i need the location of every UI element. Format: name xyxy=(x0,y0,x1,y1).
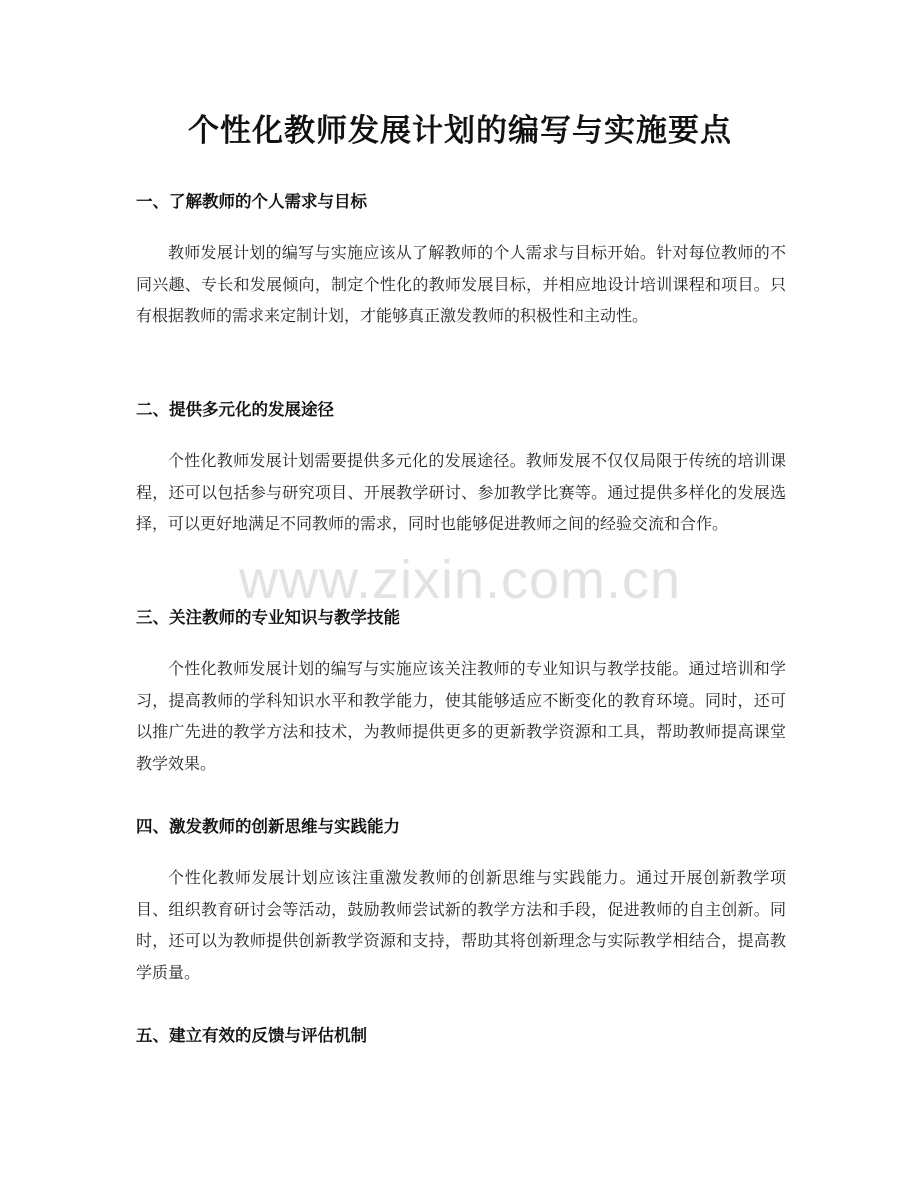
section-4 xyxy=(136,814,786,988)
section-body: 个性化教师发展计划应该注重激发教师的创新思维与实践能力。通过开展创新教学项目、组织教育研讨会等活动，鼓励教师尝试新的教学方法和手段，促进教师的自主创新。同时，还可以为教师提供创新教学资源和支持，帮助其将创新理念与实际教学相结合，提高教学质量。 xyxy=(136,868,786,982)
section-body: 教师发展计划的编写与实施应该从了解教师的个人需求与目标开始。针对每位教师的不同兴趣、专长和发展倾向，制定个性化的教师发展目标，并相应地设计培训课程和项目。只有根据教师的需求来定制计划，才能够真正激发教师的积极性和主动性。 xyxy=(136,243,786,325)
section-5 xyxy=(136,1023,786,1049)
section-1 xyxy=(136,189,786,332)
section-heading: 一、了解教师的个人需求与目标 xyxy=(136,192,367,211)
section-heading: 三、关注教师的专业知识与教学技能 xyxy=(136,608,400,627)
section-heading: 四、激发教师的创新思维与实践能力 xyxy=(136,817,400,836)
section-3 xyxy=(136,605,786,779)
section-2 xyxy=(136,397,786,540)
section-body: 个性化教师发展计划需要提供多元化的发展途径。教师发展不仅仅局限于传统的培训课程，还可以包括参与研究项目、开展教学研讨、参加教学比赛等。通过提供多样化的发展选择，可以更好地满足不同教师的需求，同时也能够促进教师之间的经验交流和合作。 xyxy=(136,451,786,533)
section-heading: 二、提供多元化的发展途径 xyxy=(136,400,334,419)
watermark: www.zixin.com.cn xyxy=(238,550,682,610)
section-heading: 五、建立有效的反馈与评估机制 xyxy=(136,1026,367,1045)
document-title: 个性化教师发展计划的编写与实施要点 xyxy=(188,113,732,149)
section-body: 个性化教师发展计划的编写与实施应该关注教师的专业知识与教学技能。通过培训和学习，提高教师的学科知识水平和教学能力，使其能够适应不断变化的教育环境。同时，还可以推广先进的教学方法和技术，为教师提供更多的更新教学资源和工具，帮助教师提高课堂教学效果。 xyxy=(136,659,786,773)
